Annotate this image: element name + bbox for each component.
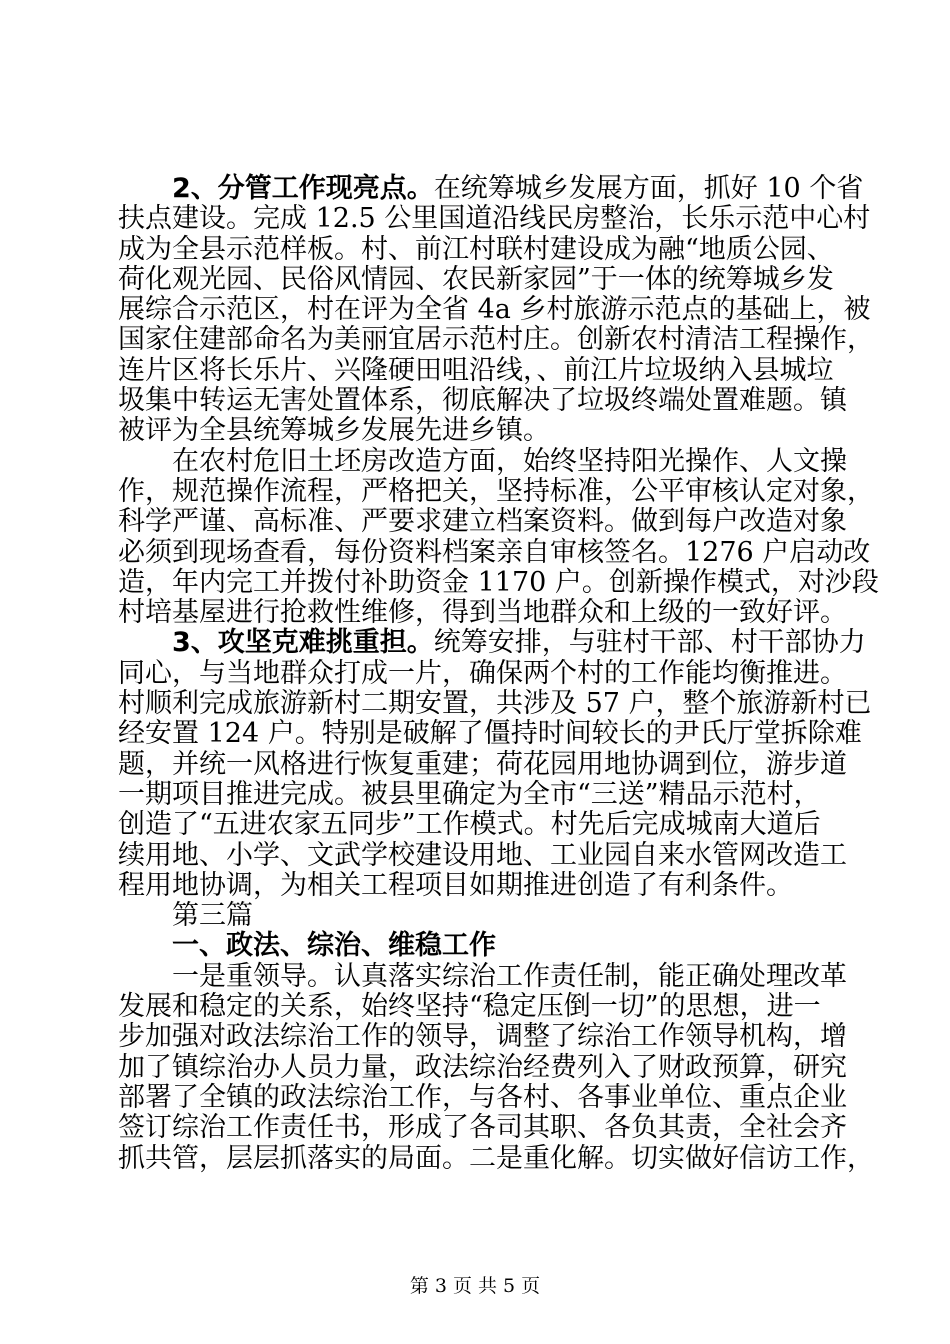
- text-line: 作，规范操作流程，严格把关，坚持标准，公平审核认定对象，: [118, 475, 874, 507]
- text-line: 程用地协调，为相关工程项目如期推进创造了有利条件。: [118, 869, 793, 901]
- paragraph-housing: [118, 445, 879, 629]
- paragraph-heading: 2、分管工作现亮点。: [172, 173, 434, 204]
- paragraph-heading: 3、攻坚克难挑重担。: [172, 627, 434, 659]
- page-footer: 第 3 页 共 5 页: [409, 1275, 541, 1297]
- text-line: 展综合示范区，村在评为全省 4a 乡村旅游示范点的基础上，被: [118, 294, 871, 326]
- text-line: 部署了全镇的政法综治工作，与各村、各事业单位、重点企业: [118, 1081, 847, 1113]
- text-line: 一是重领导。认真落实综治工作责任制，能正确处理改革: [172, 960, 847, 992]
- text-line: 同心，与当地群众打成一片，确保两个村的工作能均衡推进。: [118, 657, 847, 689]
- text-line: 连片区将长乐片、兴隆硬田咀沿线，、前江片垃圾纳入县城垃: [118, 354, 834, 386]
- text-line: 造，年内完工并拨付补助资金 1170 户。创新操作模式，对沙段: [118, 566, 879, 598]
- text-line: 创造了“五进农家五同步”工作模式。村先后完成城南大道后: [118, 809, 821, 841]
- text-line: 续用地、小学、文武学校建设用地、工业园自来水管网改造工: [118, 839, 847, 871]
- text-line: 发展和稳定的关系，始终坚持“稳定压倒一切”的思想，进一: [118, 991, 821, 1023]
- text-line: 签订综治工作责任书，形成了各司其职、各负其责，全社会齐: [118, 1112, 847, 1144]
- text-line: 题，并统一风格进行恢复重建；荷花园用地协调到位，游步道: [118, 748, 847, 780]
- paragraph-leadership: [118, 960, 874, 1174]
- text-line: 圾集中转运无害处置体系，彻底解决了垃圾终端处置难题。镇: [118, 385, 847, 417]
- text-line: 步加强对政法综治工作的领导，调整了综治工作领导机构，增: [118, 1021, 847, 1053]
- text-line: 扶点建设。完成 12.5 公里国道沿线民房整治，长乐示范中心村: [118, 203, 871, 235]
- text-line: 国家住建部命名为美丽宜居示范村庄。创新农村清洁工程操作，: [118, 324, 874, 356]
- text-line: 经安置 124 户。特别是破解了僵持时间较长的尹氏厅堂拆除难: [118, 718, 862, 750]
- text-span: 统筹安排，与驻村干部、村干部协力: [433, 627, 866, 659]
- text-line: 村顺利完成旅游新村二期安置，共涉及 57 户，整个旅游新村已: [118, 688, 872, 720]
- text-line: 被评为全县统筹城乡发展先进乡镇。: [118, 415, 550, 447]
- text-line: 村培基屋进行抢救性维修，得到当地群众和上级的一致好评。: [118, 597, 847, 629]
- text-line: 抓共管，层层抓落实的局面。二是重化解。切实做好信访工作，: [118, 1142, 874, 1174]
- paragraph-highlights: [118, 173, 874, 447]
- text-line: 一期项目推进完成。被县里确定为全市“三送”精品示范村，: [118, 778, 821, 810]
- text-line: [118, 627, 866, 659]
- text-line: 成为全县示范样板。村、前江村联村建设成为融“地质公园、: [118, 233, 834, 265]
- text-line: 必须到现场查看，每份资料档案亲自审核签名。1276 户启动改: [118, 536, 871, 568]
- text-line: 荷化观光园、民俗风情园、农民新家园”于一体的统筹城乡发: [118, 263, 834, 295]
- section-heading: 一、政法、综治、维稳工作: [172, 930, 496, 962]
- section-label: 第三篇: [172, 900, 253, 932]
- text-line: 加了镇综治办人员力量，政法综治经费列入了财政预算，研究: [118, 1051, 847, 1083]
- paragraph-tough-tasks: [118, 627, 872, 901]
- text-line: 科学严谨、高标准、严要求建立档案资料。做到每户改造对象: [118, 506, 847, 538]
- text-span: 在统筹城乡发展方面，抓好 10 个省: [433, 173, 864, 204]
- text-line: [118, 173, 864, 204]
- text-line: 在农村危旧土坯房改造方面，始终坚持阳光操作、人文操: [172, 445, 847, 477]
- document-body: [118, 173, 879, 1174]
